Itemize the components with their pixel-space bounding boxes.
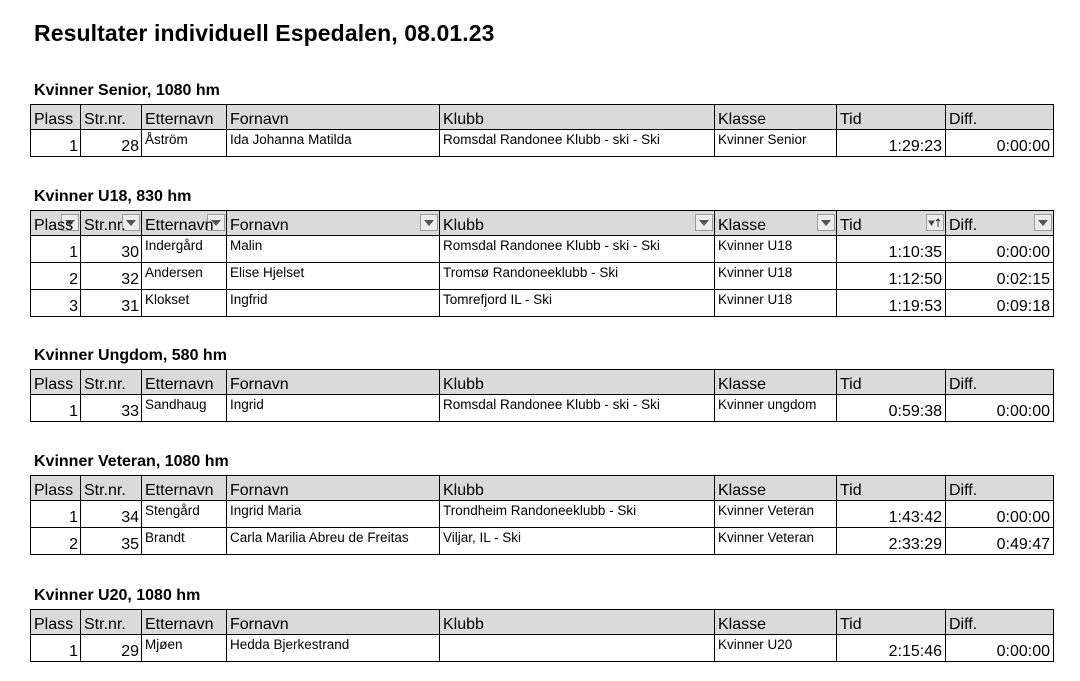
section-title: Kvinner Ungdom, 580 hm [34, 347, 227, 364]
cell-plass: 1 [31, 236, 81, 263]
cell-tid: 1:10:35 [837, 236, 946, 263]
cell-klubb: Romsdal Randonee Klubb - ski - Ski [440, 236, 715, 263]
column-header-label: Klasse [718, 111, 767, 128]
cell-klubb: Viljar, IL - Ski [440, 528, 715, 555]
column-header-etternavn [142, 476, 227, 501]
cell-tid: 2:15:46 [837, 635, 946, 662]
page-title: Resultater individuell Espedalen, 08.01.23 [34, 20, 495, 46]
cell-plass: 1 [31, 501, 81, 528]
cell-diff: 0:00:00 [946, 501, 1054, 528]
cell-klasse: Kvinner U18 [715, 290, 837, 317]
results-table [30, 210, 1054, 317]
table-header-row [31, 211, 1054, 236]
cell-etternavn: Åström [142, 130, 227, 157]
cell-str-nr: 29 [81, 635, 142, 662]
column-header-label: Etternavn [145, 376, 214, 393]
cell-fornavn: Hedda Bjerkestrand [227, 635, 440, 662]
cell-klasse: Kvinner U18 [715, 263, 837, 290]
cell-plass: 3 [31, 290, 81, 317]
column-header-str-nr [81, 370, 142, 395]
column-header-plass [31, 476, 81, 501]
results-table [30, 369, 1054, 422]
column-header-tid [837, 476, 946, 501]
cell-klasse: Kvinner U18 [715, 236, 837, 263]
cell-plass: 1 [31, 395, 81, 422]
column-header-plass[interactable] [31, 211, 81, 236]
column-header-label: Etternavn [145, 482, 214, 499]
column-header-label: Tid [840, 482, 862, 499]
column-header-str-nr [81, 610, 142, 635]
cell-diff: 0:00:00 [946, 130, 1054, 157]
column-header-klubb [440, 610, 715, 635]
cell-tid: 1:12:50 [837, 263, 946, 290]
cell-tid: 0:59:38 [837, 395, 946, 422]
column-header-label: Etternavn [145, 111, 214, 128]
filter-dropdown-icon[interactable] [1034, 214, 1052, 231]
column-header-label: Plass [34, 111, 74, 128]
column-header-tid[interactable] [837, 211, 946, 236]
column-header-label: Tid [840, 111, 862, 128]
cell-fornavn: Carla Marilia Abreu de Freitas [227, 528, 440, 555]
cell-str-nr: 34 [81, 501, 142, 528]
column-header-diff [946, 476, 1054, 501]
column-header-tid [837, 610, 946, 635]
column-header-fornavn[interactable] [227, 211, 440, 236]
cell-str-nr: 31 [81, 290, 142, 317]
cell-etternavn: Andersen [142, 263, 227, 290]
cell-klasse: Kvinner Veteran [715, 528, 837, 555]
column-header-klubb[interactable] [440, 211, 715, 236]
column-header-label: Klubb [443, 376, 484, 393]
cell-plass: 2 [31, 263, 81, 290]
cell-tid: 2:33:29 [837, 528, 946, 555]
cell-fornavn: Elise Hjelset [227, 263, 440, 290]
cell-klubb: Trondheim Randoneeklubb - Ski [440, 501, 715, 528]
column-header-diff [946, 370, 1054, 395]
column-header-label: Klasse [718, 616, 767, 633]
column-header-label: Klasse [718, 376, 767, 393]
column-header-label: Klubb [443, 217, 484, 234]
table-header-row [31, 610, 1054, 635]
cell-etternavn: Stengård [142, 501, 227, 528]
column-header-label: Str.nr. [84, 217, 126, 234]
column-header-klubb [440, 370, 715, 395]
column-header-label: Plass [34, 376, 74, 393]
column-header-label: Etternavn [145, 217, 214, 234]
section-title: Kvinner Senior, 1080 hm [34, 82, 220, 99]
results-table [30, 104, 1054, 157]
column-header-plass [31, 105, 81, 130]
cell-str-nr: 28 [81, 130, 142, 157]
cell-diff: 0:00:00 [946, 395, 1054, 422]
column-header-label: Fornavn [230, 376, 289, 393]
sort-filter-dropdown-icon[interactable] [926, 214, 944, 231]
cell-etternavn: Brandt [142, 528, 227, 555]
cell-diff: 0:00:00 [946, 635, 1054, 662]
cell-klubb [440, 635, 715, 662]
cell-etternavn: Indergård [142, 236, 227, 263]
cell-fornavn: Malin [227, 236, 440, 263]
column-header-klasse [715, 105, 837, 130]
column-header-klasse [715, 370, 837, 395]
column-header-plass [31, 370, 81, 395]
cell-str-nr: 35 [81, 528, 142, 555]
cell-etternavn: Mjøen [142, 635, 227, 662]
cell-tid: 1:29:23 [837, 130, 946, 157]
column-header-label: Diff. [949, 482, 978, 499]
column-header-label: Klasse [718, 482, 767, 499]
cell-fornavn: Ida Johanna Matilda [227, 130, 440, 157]
cell-klasse: Kvinner Veteran [715, 501, 837, 528]
results-table [30, 609, 1054, 662]
cell-diff: 0:00:00 [946, 236, 1054, 263]
column-header-diff[interactable] [946, 211, 1054, 236]
column-header-label: Fornavn [230, 111, 289, 128]
cell-str-nr: 30 [81, 236, 142, 263]
table-row [31, 263, 1054, 290]
cell-klubb: Romsdal Randonee Klubb - ski - Ski [440, 130, 715, 157]
cell-diff: 0:09:18 [946, 290, 1054, 317]
table-row [31, 501, 1054, 528]
results-table [30, 475, 1054, 555]
column-header-tid [837, 370, 946, 395]
column-header-etternavn [142, 610, 227, 635]
cell-etternavn: Sandhaug [142, 395, 227, 422]
table-row [31, 395, 1054, 422]
table-header-row [31, 370, 1054, 395]
column-header-klasse [715, 476, 837, 501]
column-header-fornavn [227, 476, 440, 501]
cell-tid: 1:19:53 [837, 290, 946, 317]
column-header-etternavn [142, 105, 227, 130]
column-header-klubb [440, 105, 715, 130]
column-header-label: Etternavn [145, 616, 214, 633]
cell-plass: 1 [31, 635, 81, 662]
column-header-label: Diff. [949, 376, 978, 393]
column-header-label: Tid [840, 616, 862, 633]
cell-plass: 1 [31, 130, 81, 157]
column-header-diff [946, 610, 1054, 635]
cell-diff: 0:49:47 [946, 528, 1054, 555]
section-title: Kvinner U18, 830 hm [34, 188, 192, 205]
cell-str-nr: 33 [81, 395, 142, 422]
column-header-label: Klubb [443, 482, 484, 499]
column-header-fornavn [227, 105, 440, 130]
column-header-label: Klasse [718, 217, 767, 234]
column-header-klasse [715, 610, 837, 635]
column-header-label: Str.nr. [84, 111, 126, 128]
column-header-label: Fornavn [230, 616, 289, 633]
column-header-diff [946, 105, 1054, 130]
cell-klasse: Kvinner ungdom [715, 395, 837, 422]
filter-dropdown-icon[interactable] [695, 214, 713, 231]
column-header-label: Str.nr. [84, 616, 126, 633]
column-header-fornavn [227, 610, 440, 635]
column-header-klubb [440, 476, 715, 501]
table-row [31, 290, 1054, 317]
column-header-label: Fornavn [230, 482, 289, 499]
column-header-label: Str.nr. [84, 482, 126, 499]
cell-klasse: Kvinner Senior [715, 130, 837, 157]
column-header-etternavn [142, 370, 227, 395]
cell-klubb: Romsdal Randonee Klubb - ski - Ski [440, 395, 715, 422]
column-header-label: Str.nr. [84, 376, 126, 393]
cell-fornavn: Ingfrid [227, 290, 440, 317]
column-header-etternavn[interactable] [142, 211, 227, 236]
column-header-label: Diff. [949, 616, 978, 633]
cell-klubb: Tromsø Randoneeklubb - Ski [440, 263, 715, 290]
cell-fornavn: Ingrid Maria [227, 501, 440, 528]
column-header-fornavn [227, 370, 440, 395]
cell-plass: 2 [31, 528, 81, 555]
section-title: Kvinner Veteran, 1080 hm [34, 453, 229, 470]
column-header-label: Klubb [443, 111, 484, 128]
table-row [31, 528, 1054, 555]
column-header-label: Fornavn [230, 217, 289, 234]
cell-fornavn: Ingrid [227, 395, 440, 422]
section-title: Kvinner U20, 1080 hm [34, 587, 201, 604]
column-header-plass [31, 610, 81, 635]
cell-str-nr: 32 [81, 263, 142, 290]
column-header-klasse[interactable] [715, 211, 837, 236]
table-row [31, 635, 1054, 662]
cell-diff: 0:02:15 [946, 263, 1054, 290]
column-header-str-nr [81, 476, 142, 501]
table-header-row [31, 476, 1054, 501]
table-row [31, 236, 1054, 263]
column-header-label: Plass [34, 217, 74, 234]
column-header-label: Klubb [443, 616, 484, 633]
filter-dropdown-icon[interactable] [817, 214, 835, 231]
cell-etternavn: Klokset [142, 290, 227, 317]
column-header-tid [837, 105, 946, 130]
column-header-label: Diff. [949, 217, 978, 234]
cell-klasse: Kvinner U20 [715, 635, 837, 662]
cell-klubb: Tomrefjord IL - Ski [440, 290, 715, 317]
column-header-label: Tid [840, 376, 862, 393]
column-header-label: Plass [34, 482, 74, 499]
filter-dropdown-icon[interactable] [420, 214, 438, 231]
column-header-label: Plass [34, 616, 74, 633]
column-header-label: Diff. [949, 111, 978, 128]
table-header-row [31, 105, 1054, 130]
column-header-str-nr [81, 105, 142, 130]
cell-tid: 1:43:42 [837, 501, 946, 528]
column-header-str-nr[interactable] [81, 211, 142, 236]
table-row [31, 130, 1054, 157]
column-header-label: Tid [840, 217, 862, 234]
